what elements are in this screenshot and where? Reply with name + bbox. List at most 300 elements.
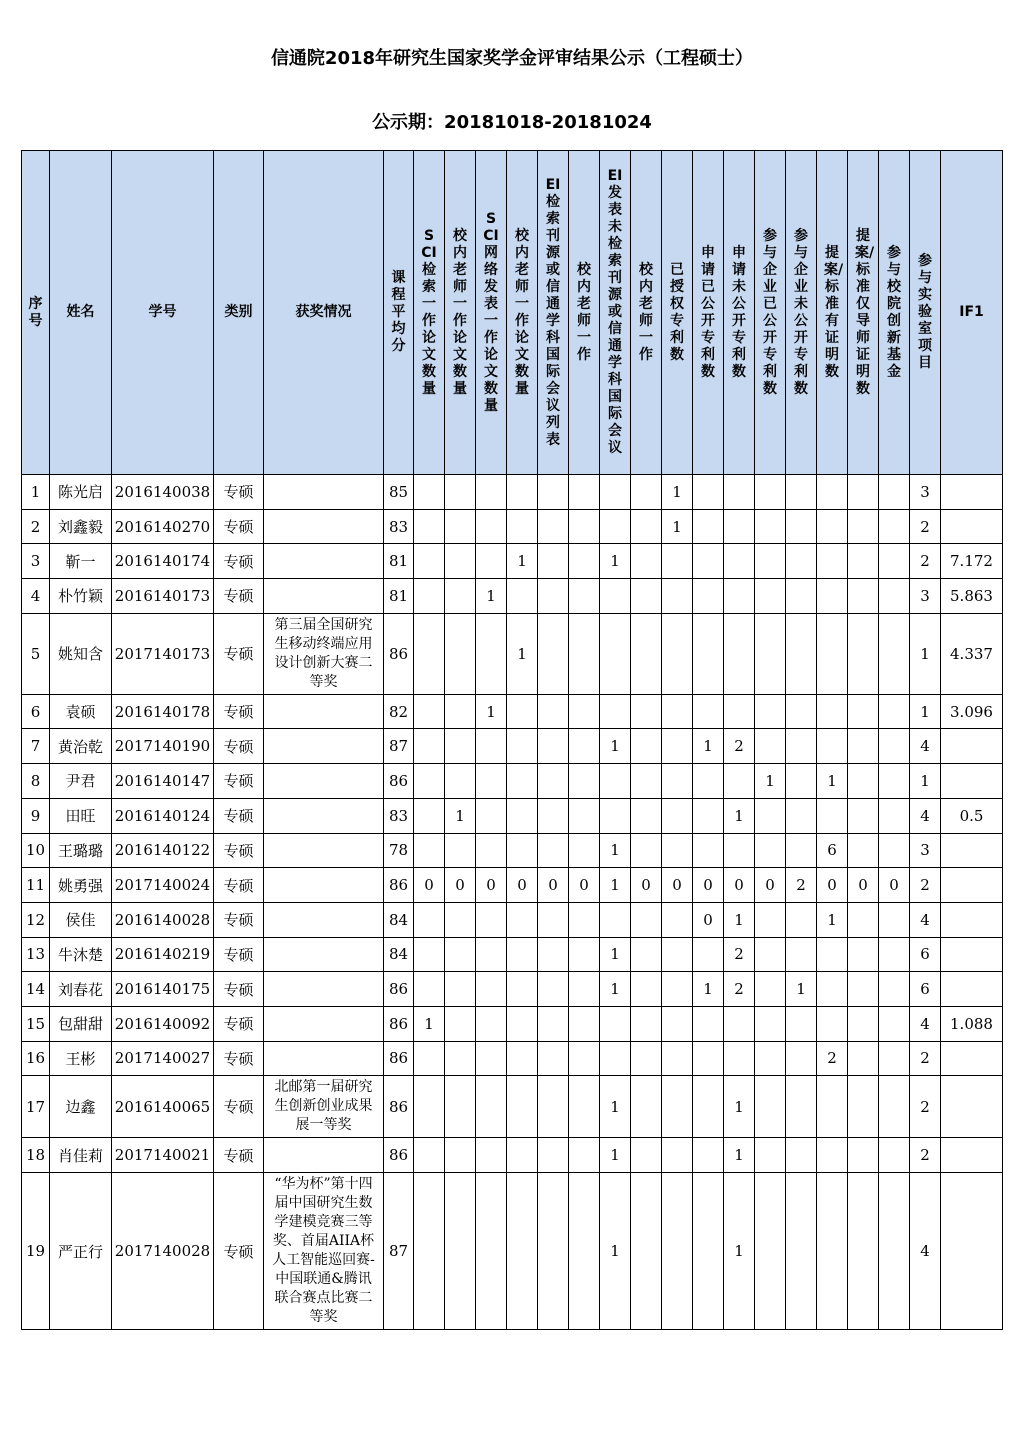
cell-c9: [662, 1173, 693, 1330]
cell-c7: 1: [600, 1076, 631, 1138]
cell-cat: 专硕: [214, 694, 264, 729]
column-header-c8: [631, 151, 662, 475]
cell-c16: [879, 937, 910, 972]
cell-c9: 0: [662, 868, 693, 903]
cell-c13: [786, 509, 817, 544]
cell-c15: [848, 729, 879, 764]
table-row: [22, 764, 1003, 799]
cell-if1: [941, 972, 1003, 1007]
cell-c3: 0: [476, 868, 507, 903]
cell-gpa: 86: [384, 972, 414, 1007]
cell-c12: [755, 972, 786, 1007]
column-header-cat: [214, 151, 264, 475]
cell-c16: [879, 972, 910, 1007]
cell-c5: [538, 1006, 569, 1041]
cell-c11: [724, 544, 755, 579]
cell-c3: [476, 1006, 507, 1041]
cell-gpa: 86: [384, 1041, 414, 1076]
cell-c15: [848, 1138, 879, 1173]
cell-award: [264, 1138, 384, 1173]
cell-c8: [631, 475, 662, 510]
results-table: [21, 150, 1003, 1330]
cell-c15: [848, 613, 879, 694]
cell-if1: [941, 902, 1003, 937]
cell-gpa: 86: [384, 1006, 414, 1041]
cell-c14: [817, 798, 848, 833]
cell-c12: [755, 544, 786, 579]
column-header-if1: [941, 151, 1003, 475]
cell-gpa: 84: [384, 902, 414, 937]
cell-c5: [538, 972, 569, 1007]
cell-c14: 1: [817, 764, 848, 799]
cell-c2: [445, 1076, 476, 1138]
cell-seq: 16: [22, 1041, 50, 1076]
cell-c6: [569, 613, 600, 694]
cell-c2: [445, 764, 476, 799]
cell-name: 姚勇强: [50, 868, 112, 903]
cell-c12: [755, 579, 786, 614]
cell-c4: [507, 764, 538, 799]
cell-c5: [538, 694, 569, 729]
column-header-label: 校内老师一作: [639, 261, 653, 363]
cell-c14: [817, 579, 848, 614]
cell-award: [264, 694, 384, 729]
cell-c6: [569, 1076, 600, 1138]
cell-gpa: 81: [384, 579, 414, 614]
cell-seq: 13: [22, 937, 50, 972]
column-header-label: 学号: [148, 304, 177, 320]
cell-c14: [817, 509, 848, 544]
cell-c2: [445, 729, 476, 764]
cell-c11: 1: [724, 1173, 755, 1330]
cell-c4: [507, 902, 538, 937]
cell-id: 2016140175: [112, 972, 214, 1007]
cell-id: 2016140124: [112, 798, 214, 833]
cell-cat: 专硕: [214, 868, 264, 903]
cell-c4: [507, 509, 538, 544]
cell-c10: 1: [693, 972, 724, 1007]
cell-if1: [941, 475, 1003, 510]
cell-cat: 专硕: [214, 729, 264, 764]
cell-c16: [879, 475, 910, 510]
cell-c11: [724, 833, 755, 868]
cell-award: [264, 764, 384, 799]
cell-c16: [879, 579, 910, 614]
cell-c3: [476, 544, 507, 579]
column-header-c4: [507, 151, 538, 475]
cell-if1: [941, 937, 1003, 972]
cell-c6: [569, 1006, 600, 1041]
cell-c3: [476, 1041, 507, 1076]
cell-c10: [693, 694, 724, 729]
cell-c1: [414, 509, 445, 544]
cell-id: 2017140173: [112, 613, 214, 694]
cell-if1: 5.863: [941, 579, 1003, 614]
cell-c8: 0: [631, 868, 662, 903]
cell-c1: [414, 613, 445, 694]
cell-if1: [941, 1173, 1003, 1330]
cell-c3: [476, 972, 507, 1007]
cell-gpa: 85: [384, 475, 414, 510]
cell-id: 2016140038: [112, 475, 214, 510]
cell-c11: 2: [724, 729, 755, 764]
cell-c2: [445, 544, 476, 579]
column-header-label: 申请已公开专利数: [701, 244, 715, 380]
column-header-c5: [538, 151, 569, 475]
cell-name: 袁硕: [50, 694, 112, 729]
cell-c6: [569, 544, 600, 579]
cell-c13: [786, 833, 817, 868]
cell-c8: [631, 833, 662, 868]
cell-c4: [507, 1006, 538, 1041]
column-header-c15: [848, 151, 879, 475]
cell-award: [264, 579, 384, 614]
cell-c6: [569, 798, 600, 833]
cell-c9: [662, 1006, 693, 1041]
cell-c3: [476, 798, 507, 833]
cell-c1: [414, 544, 445, 579]
cell-c1: [414, 729, 445, 764]
cell-c3: [476, 613, 507, 694]
cell-c17: 1: [910, 694, 941, 729]
table-row: [22, 1138, 1003, 1173]
cell-c14: [817, 694, 848, 729]
cell-c3: 1: [476, 694, 507, 729]
column-header-label: 序号: [28, 295, 43, 329]
table-row: [22, 1041, 1003, 1076]
cell-c17: 3: [910, 579, 941, 614]
cell-c8: [631, 1006, 662, 1041]
cell-c9: [662, 798, 693, 833]
cell-if1: [941, 509, 1003, 544]
cell-c12: [755, 1138, 786, 1173]
cell-c6: [569, 972, 600, 1007]
cell-c11: 1: [724, 1076, 755, 1138]
cell-c12: [755, 937, 786, 972]
table-row: [22, 868, 1003, 903]
column-header-c6: [569, 151, 600, 475]
cell-c7: [600, 798, 631, 833]
cell-c8: [631, 902, 662, 937]
cell-c13: [786, 694, 817, 729]
cell-c3: [476, 937, 507, 972]
cell-c12: [755, 1041, 786, 1076]
cell-c10: [693, 509, 724, 544]
cell-name: 王璐璐: [50, 833, 112, 868]
cell-seq: 1: [22, 475, 50, 510]
cell-cat: 专硕: [214, 1173, 264, 1330]
cell-seq: 11: [22, 868, 50, 903]
cell-c2: [445, 902, 476, 937]
cell-id: 2016140219: [112, 937, 214, 972]
cell-c16: [879, 833, 910, 868]
cell-c7: [600, 694, 631, 729]
column-header-c10: [693, 151, 724, 475]
cell-c12: [755, 475, 786, 510]
cell-seq: 9: [22, 798, 50, 833]
cell-c9: [662, 1041, 693, 1076]
table-row: [22, 1006, 1003, 1041]
cell-c10: [693, 764, 724, 799]
cell-c17: 4: [910, 1006, 941, 1041]
column-header-c17: [910, 151, 941, 475]
cell-c8: [631, 937, 662, 972]
cell-award: “华为杯”第十四届中国研究生数学建模竞赛三等奖、首届AIIA杯人工智能巡回赛-中国联通&腾讯联合赛点比赛二等奖: [264, 1173, 384, 1330]
cell-c7: [600, 509, 631, 544]
cell-c5: [538, 729, 569, 764]
cell-c4: [507, 1041, 538, 1076]
cell-award: [264, 1041, 384, 1076]
cell-c5: [538, 833, 569, 868]
cell-c17: 4: [910, 729, 941, 764]
cell-c5: [538, 544, 569, 579]
cell-cat: 专硕: [214, 1041, 264, 1076]
cell-c9: [662, 1138, 693, 1173]
cell-c16: [879, 1006, 910, 1041]
column-header-c9: [662, 151, 693, 475]
cell-seq: 14: [22, 972, 50, 1007]
cell-c10: [693, 475, 724, 510]
cell-c10: [693, 1006, 724, 1041]
cell-c6: [569, 1173, 600, 1330]
cell-c3: 1: [476, 579, 507, 614]
cell-c13: [786, 1006, 817, 1041]
cell-gpa: 81: [384, 544, 414, 579]
cell-gpa: 86: [384, 613, 414, 694]
cell-name: 牛沐楚: [50, 937, 112, 972]
cell-id: 2016140173: [112, 579, 214, 614]
cell-c17: 6: [910, 937, 941, 972]
column-header-c1: [414, 151, 445, 475]
cell-c16: [879, 544, 910, 579]
column-header-c2: [445, 151, 476, 475]
cell-c6: [569, 1041, 600, 1076]
cell-c6: [569, 694, 600, 729]
cell-c1: [414, 694, 445, 729]
column-header-gpa: [384, 151, 414, 475]
cell-c1: [414, 475, 445, 510]
cell-c6: [569, 937, 600, 972]
cell-c12: [755, 1173, 786, 1330]
cell-c14: [817, 937, 848, 972]
cell-c5: 0: [538, 868, 569, 903]
cell-name: 靳一: [50, 544, 112, 579]
cell-c13: [786, 579, 817, 614]
cell-c14: 2: [817, 1041, 848, 1076]
cell-name: 田旺: [50, 798, 112, 833]
cell-c5: [538, 613, 569, 694]
cell-c4: 1: [507, 613, 538, 694]
cell-c16: [879, 1076, 910, 1138]
cell-id: 2016140174: [112, 544, 214, 579]
cell-c10: [693, 833, 724, 868]
cell-cat: 专硕: [214, 1138, 264, 1173]
cell-c8: [631, 764, 662, 799]
cell-seq: 17: [22, 1076, 50, 1138]
cell-c12: 0: [755, 868, 786, 903]
cell-cat: 专硕: [214, 833, 264, 868]
cell-c10: [693, 1041, 724, 1076]
column-header-id: [112, 151, 214, 475]
cell-c1: [414, 833, 445, 868]
column-header-label: 参与企业已公开专利数: [763, 227, 777, 397]
cell-c7: 1: [600, 1138, 631, 1173]
cell-c10: [693, 544, 724, 579]
cell-c2: [445, 475, 476, 510]
cell-award: [264, 833, 384, 868]
cell-if1: [941, 868, 1003, 903]
cell-c1: 0: [414, 868, 445, 903]
cell-award: [264, 902, 384, 937]
cell-c16: [879, 694, 910, 729]
cell-c5: [538, 475, 569, 510]
cell-name: 包甜甜: [50, 1006, 112, 1041]
cell-c6: [569, 1138, 600, 1173]
cell-c5: [538, 579, 569, 614]
column-header-label: 提案/标准有证明数: [824, 244, 844, 380]
table-row: [22, 833, 1003, 868]
table-row: [22, 798, 1003, 833]
cell-name: 边鑫: [50, 1076, 112, 1138]
cell-c4: [507, 694, 538, 729]
column-header-label: 已授权专利数: [670, 261, 684, 363]
cell-c1: [414, 937, 445, 972]
cell-c1: [414, 902, 445, 937]
cell-c15: [848, 579, 879, 614]
cell-id: 2017140028: [112, 1173, 214, 1330]
cell-c4: [507, 937, 538, 972]
table-row: [22, 729, 1003, 764]
cell-c15: [848, 509, 879, 544]
cell-c10: [693, 1138, 724, 1173]
cell-c7: 1: [600, 868, 631, 903]
column-header-label: SCI网络发表一作论文数量: [483, 210, 499, 414]
cell-if1: [941, 764, 1003, 799]
cell-c13: [786, 475, 817, 510]
cell-c6: 0: [569, 868, 600, 903]
cell-c7: 1: [600, 544, 631, 579]
cell-c2: [445, 1041, 476, 1076]
cell-cat: 专硕: [214, 764, 264, 799]
cell-c4: [507, 1138, 538, 1173]
cell-c16: [879, 1173, 910, 1330]
publicity-period: 公示期：20181018-20181024: [372, 112, 652, 133]
cell-c14: [817, 729, 848, 764]
cell-gpa: 83: [384, 798, 414, 833]
cell-c1: [414, 1041, 445, 1076]
cell-c15: [848, 1041, 879, 1076]
cell-id: 2016140270: [112, 509, 214, 544]
cell-c15: [848, 1076, 879, 1138]
cell-c17: 2: [910, 1076, 941, 1138]
cell-c9: 1: [662, 509, 693, 544]
cell-c9: [662, 613, 693, 694]
cell-c15: [848, 544, 879, 579]
cell-c7: [600, 764, 631, 799]
column-header-c7: [600, 151, 631, 475]
cell-c5: [538, 764, 569, 799]
cell-id: 2017140190: [112, 729, 214, 764]
cell-c8: [631, 1173, 662, 1330]
table-row: [22, 544, 1003, 579]
cell-c12: [755, 798, 786, 833]
cell-c14: [817, 613, 848, 694]
cell-c15: [848, 475, 879, 510]
cell-c4: [507, 798, 538, 833]
cell-c10: [693, 1173, 724, 1330]
cell-name: 朴竹颖: [50, 579, 112, 614]
table-row: [22, 902, 1003, 937]
cell-c17: 2: [910, 1041, 941, 1076]
cell-c7: 1: [600, 937, 631, 972]
column-header-c3: [476, 151, 507, 475]
table-row: [22, 694, 1003, 729]
cell-c1: [414, 764, 445, 799]
cell-c16: [879, 798, 910, 833]
cell-c9: [662, 833, 693, 868]
cell-c9: [662, 937, 693, 972]
cell-c11: [724, 509, 755, 544]
cell-name: 姚知含: [50, 613, 112, 694]
cell-c2: [445, 1173, 476, 1330]
cell-award: [264, 798, 384, 833]
cell-c9: 1: [662, 475, 693, 510]
column-header-label: 提案/标准仅导师证明数: [855, 227, 875, 397]
cell-c11: 2: [724, 972, 755, 1007]
table-row: [22, 509, 1003, 544]
cell-c17: 2: [910, 868, 941, 903]
cell-c16: [879, 613, 910, 694]
cell-seq: 7: [22, 729, 50, 764]
cell-id: 2016140065: [112, 1076, 214, 1138]
cell-c3: [476, 729, 507, 764]
cell-c9: [662, 579, 693, 614]
cell-c10: [693, 579, 724, 614]
cell-c3: [476, 764, 507, 799]
table-row: [22, 579, 1003, 614]
cell-award: [264, 729, 384, 764]
cell-c14: [817, 1138, 848, 1173]
cell-c14: [817, 475, 848, 510]
cell-c12: [755, 833, 786, 868]
cell-c5: [538, 1041, 569, 1076]
cell-c14: [817, 1173, 848, 1330]
cell-c1: [414, 798, 445, 833]
cell-cat: 专硕: [214, 798, 264, 833]
column-header-label: 申请未公开专利数: [732, 244, 746, 380]
cell-c11: [724, 613, 755, 694]
cell-id: 2017140027: [112, 1041, 214, 1076]
column-header-label: 类别: [224, 304, 253, 320]
cell-gpa: 86: [384, 1138, 414, 1173]
column-header-label: 获奖情况: [295, 304, 352, 320]
cell-c13: 1: [786, 972, 817, 1007]
cell-gpa: 86: [384, 868, 414, 903]
cell-c12: [755, 902, 786, 937]
cell-c15: [848, 902, 879, 937]
cell-c11: [724, 764, 755, 799]
column-header-label: 参与实验室项目: [918, 253, 932, 371]
cell-cat: 专硕: [214, 475, 264, 510]
cell-gpa: 83: [384, 509, 414, 544]
cell-if1: 0.5: [941, 798, 1003, 833]
cell-c12: 1: [755, 764, 786, 799]
cell-c14: 1: [817, 902, 848, 937]
column-header-c11: [724, 151, 755, 475]
cell-cat: 专硕: [214, 972, 264, 1007]
cell-c11: 1: [724, 1138, 755, 1173]
cell-c2: [445, 1138, 476, 1173]
